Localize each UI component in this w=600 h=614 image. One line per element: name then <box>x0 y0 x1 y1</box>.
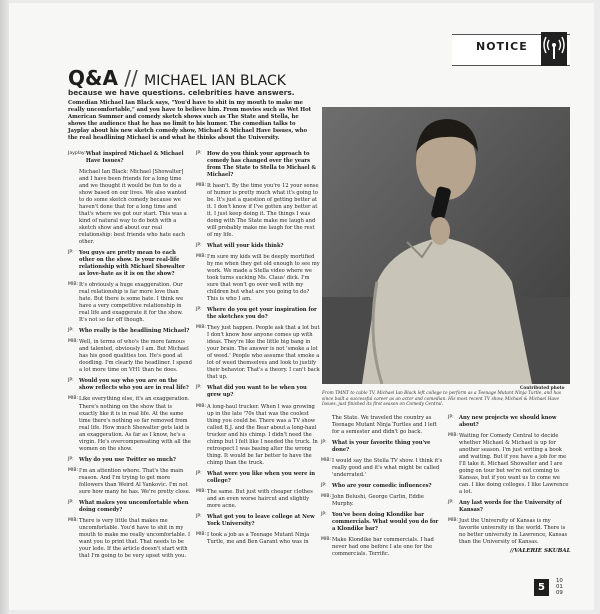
answer <box>68 282 192 324</box>
question <box>196 471 320 485</box>
page-subtitle: because we have questions. celebrities have answers. <box>68 88 295 97</box>
question <box>196 243 320 250</box>
question-text: How do you think your approach to comedy has changed over the years from The State to Stella to Michael & Michael? <box>207 151 317 179</box>
answer-text: The same. But just with cheaper clothes and an even worse haircut and slightly more acne. <box>207 488 313 509</box>
question <box>321 512 443 533</box>
speaker-label <box>321 415 332 436</box>
question-text: What makes you uncomfortable when doing comedy? <box>79 499 189 513</box>
question <box>196 514 320 528</box>
interview-column-2 <box>196 151 320 550</box>
speaker-label: MIB: <box>68 339 79 345</box>
answer <box>196 532 320 546</box>
answer <box>68 396 192 452</box>
speaker-label: MIB: <box>68 282 79 288</box>
answer-text: Like everything else, it's an exaggeration. There's nothing on the show that is exactly like it is in real life. At the same time there's nothing so far removed from real life. How much Showalter gets laid is an exaggeration. As far as I know, he's a virgin. He's overcompensating with all the women on the show. <box>79 396 191 452</box>
answer <box>68 169 192 246</box>
speaker-label: MIB: <box>196 325 207 331</box>
speaker-label: JP: <box>68 456 74 462</box>
speaker-label: MIB: <box>196 254 207 260</box>
question-text: Why do you use Twitter so much? <box>79 456 176 463</box>
answer <box>68 468 192 496</box>
date-year: 09 <box>556 590 563 597</box>
speaker-label: JP: <box>196 513 202 519</box>
answer-text: Michael Ian Black: Michael [Showalter] and I have been friends for a long time and we thought it would be fun to do a show based on our lives. We also wanted to do some sketch comedy because we haven't done that for a long time and that's where we got our start. This was a kind of natural way to do both with a sketch show and about our real relationship: best friends who hate each other. <box>79 169 187 246</box>
notice-label: NOTICE <box>476 40 528 53</box>
speaker-label: Jayplay: <box>68 151 86 156</box>
speaker-label: MIB: <box>321 537 332 543</box>
question <box>68 250 192 278</box>
question-text: Where do you get your inspiration for the sketches you do? <box>207 307 317 321</box>
speaker-label <box>68 169 79 246</box>
speaker-label: MIB: <box>68 467 79 473</box>
answer-text: I'm an attention whore. That's the main reason. And I'm trying to get more followers than Weird Al Yankovic. I'm not sure how many he has. We're pretty close. <box>79 467 191 495</box>
answer <box>321 415 443 436</box>
speaker-label: MIB: <box>196 183 207 189</box>
answer <box>448 518 570 546</box>
answer-text: John Belushi, George Carlin, Eddie Murphy. <box>332 494 424 508</box>
question <box>196 307 320 321</box>
speaker-label: MIB: <box>321 458 332 464</box>
answer-text: The State. We traveled the country as Teenage Mutant Ninja Turtles and I left for a semester and didn't go back. <box>332 415 437 436</box>
question <box>196 385 320 399</box>
speaker-label: JP: <box>68 378 74 384</box>
answer-text: It's obviously a huge exaggeration. Our real relationship is far more love than hate. But there is some hate. I think we have a very competitive relationship in real life and exaggerate it for the show. It's not so far off though. <box>79 282 184 324</box>
broadcast-icon <box>541 32 567 66</box>
speaker-label: JP: <box>196 470 202 476</box>
speaker-label: JP: <box>321 512 327 518</box>
answer <box>196 325 320 381</box>
interview-column-3 <box>321 415 443 562</box>
question-text: Would you say who you are on the show reflects who you are in real life? <box>79 378 189 392</box>
speaker-label: MIB: <box>196 531 207 537</box>
answer-text: I would say the Stella TV show. I think it's really good and it's what might be called 'underrated.' <box>332 458 443 479</box>
speaker-label: MIB: <box>448 433 459 439</box>
question <box>448 500 570 514</box>
speaker-label: JP: <box>196 385 202 391</box>
question-text: You guys are pretty mean to each other on the show. Is your real-life relationship with Michael Showalter as love-hate as it is on the show? <box>79 250 185 278</box>
speaker-label: JP: <box>68 250 74 256</box>
answer <box>196 254 320 303</box>
question <box>321 440 443 454</box>
question <box>68 457 192 464</box>
question <box>196 151 320 179</box>
interview-column-1 <box>68 151 192 564</box>
speaker-label: MIB: <box>68 396 79 402</box>
question-text: Any new projects we should know about? <box>459 415 557 429</box>
title-separator: // <box>124 66 138 90</box>
answer-text: Make Klondike bar commercials. I had never had one before I ate one for the commercials. Terrific. <box>332 537 434 558</box>
title-qa: Q&A <box>68 66 118 90</box>
interview-column-4 <box>448 415 570 550</box>
answer <box>196 404 320 467</box>
speaker-label: JP: <box>321 440 327 446</box>
answer-text: There is very little that makes me uncomfortable. You'd have to shit in my mouth to make me really uncomfortable. I want you to print that. That needs to be your lede. If the article doesn't start with that I'm going to be very upset with you. <box>79 517 191 559</box>
answer-text: They just happen. People ask that a lot but I don't know how anyone comes up with ideas. They're like the little big bang in your brain. The answer is not 'smoke a lot of weed.' People who assume that smoke a lot of weed themselves and look to justify their behavior. That's a theory. I can't back that up. <box>207 325 320 381</box>
author-byline: //VALERIE SKUBAL <box>510 548 571 554</box>
answer-text: A long-haul trucker. When I was growing up in the late '70s that was the coolest thing you could be. There was a TV show called B.J. and the Bear about a long-haul trucker and his chimp. I didn't need the chimp but I felt like I needed the truck. In retrospect I was basing alter the wrong thing. It would be far better to have the chimp than the truck. <box>207 403 318 466</box>
page-title <box>68 66 286 90</box>
speaker-label: JP: <box>321 483 327 489</box>
answer <box>68 339 192 374</box>
answer <box>196 183 320 239</box>
answer-text: I'm sure my kids will be deeply mortified by me when they get old enough to see my work. We made a Stella video where we took turns sucking Ms. Claus' dick. I'm sure that won't go over well with my children but what are you going to do? This is who I am. <box>207 254 320 303</box>
question-text: Any last words for the University of Kansas? <box>459 500 562 514</box>
question-text: What will your kids think? <box>207 243 284 250</box>
speaker-label: JP: <box>448 415 454 420</box>
photo-credit: Contributed photo <box>520 386 565 391</box>
title-name: MICHAEL IAN BLACK <box>144 73 286 89</box>
answer-text: Waiting for Comedy Central to decide whether Michael & Michael is up for another season. I'm just writing a book and waiting. But if you have a job for me I'll take it. Michael Showalter and I are going on tour but we're not coming to Kansas, but if you want us to come we can. I like doing colleges. I like Lawrence a lot. <box>459 433 569 496</box>
speaker-label: JP: <box>68 499 74 505</box>
question <box>68 151 192 165</box>
speaker-label: MIB: <box>321 494 332 500</box>
answer <box>321 494 443 508</box>
speaker-label: JP: <box>196 151 202 156</box>
issue-date <box>556 578 563 597</box>
speaker-label: MIB: <box>196 403 207 409</box>
question-text: You've been doing Klondike bar commercials. What would you do for a Klondike bar? <box>332 512 439 533</box>
question <box>321 483 443 490</box>
speaker-label: JP: <box>448 500 454 506</box>
page-number: 5 <box>534 579 549 596</box>
answer-text: Just the University of Kansas is my favorite university in the world. There is no better university in Lawrence, Kansas than the University of Kansas. <box>459 518 568 546</box>
speaker-label: MIB: <box>68 517 79 523</box>
question-text: What were you like when you were in college? <box>207 470 315 484</box>
question <box>68 500 192 514</box>
speaker-label: MIB: <box>448 518 459 524</box>
answer <box>448 433 570 496</box>
question-text: What inspired Michael & Michael Have Issues? <box>85 151 184 165</box>
answer-text: I took a job as a Teenage Mutant Ninja Turtle, me and Ben Garant who was in <box>207 531 310 545</box>
answer <box>196 489 320 510</box>
question <box>68 378 192 392</box>
michael-ian-black-photo <box>322 107 570 384</box>
speaker-label: JP: <box>196 243 202 249</box>
answer <box>321 458 443 479</box>
question-text: What is your favorite thing you've done? <box>332 440 431 454</box>
question-text: Who really is the headlining Michael? <box>79 328 190 335</box>
intro-paragraph: Comedian Michael Ian Black says, "You'd have to shit in my mouth to make me really uncomfortable," and you have to believe him. From movies such as Wet Hot American Summer and comedy sketch shows such as The State and Stella, he shows the audience that he has no limit to his humor. The comedian talks to Jayplay about his new sketch comedy show, Michael & Michael Have Issues, who the real headlining Michael is and what he thinks about the University. <box>68 100 312 142</box>
question <box>448 415 570 429</box>
speaker-label: JP: <box>68 328 74 334</box>
question-text: What did you want to be when you grew up? <box>207 385 307 399</box>
photo-caption: From TMNT to cable TV, Michael Ian Black left college to perform as a Teenage Mutant Ninja Turtle, and has since built a successful career as an actor and comedian. His most recent TV show, Michael & Michael Have Issues, just finished its first season on Comedy Central. <box>322 391 562 408</box>
date-month: 10 <box>556 578 563 584</box>
question <box>68 328 192 335</box>
date-day: 01 <box>556 584 563 591</box>
question-text: What got you to leave college at New York University? <box>207 513 315 527</box>
question-text: Who are your comedic influences? <box>332 483 432 490</box>
answer <box>68 518 192 560</box>
speaker-label: JP: <box>196 307 202 313</box>
speaker-label: MIB: <box>196 488 207 494</box>
answer-text: Well, in terms of who's the more famous and talented, obviously I am. But Michael has his good qualities too. He's good at doodling. I'm clearly the headliner. I spend a lot more time on VH1 than he does. <box>79 339 192 374</box>
answer-text: It hasn't. By the time you're 12 your sense of humor is pretty much what it's going to be. It's just a question of getting better at it. I don't know if I've gotten any better at it. I just keep doing it. The things I was doing with The State make me laugh and will probably make me laugh for the rest of my life. <box>207 183 319 239</box>
answer <box>321 537 443 558</box>
page-spine <box>0 0 9 614</box>
